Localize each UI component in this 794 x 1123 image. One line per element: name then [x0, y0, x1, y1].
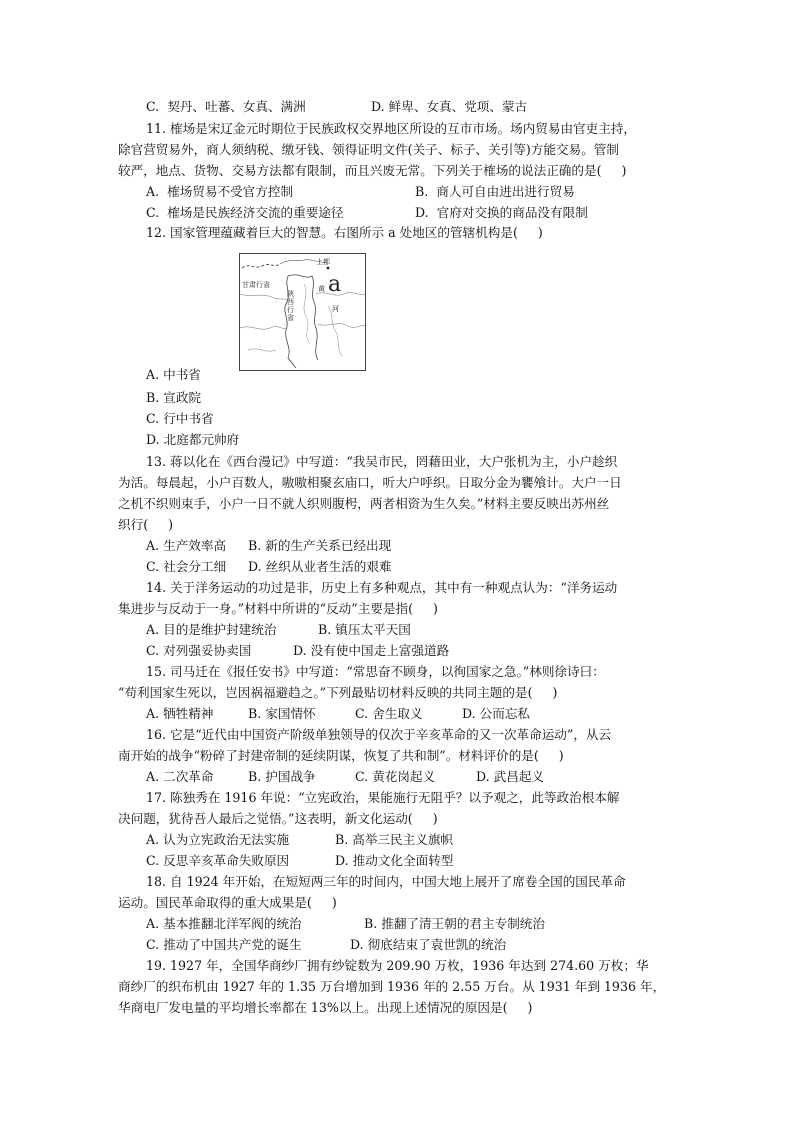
map-label-shaanxi: 陕西行省 [287, 290, 294, 322]
q18-stem-line-2: 运动。国民革命取得的重大成果是( ) [118, 895, 337, 910]
q17-option-d: D. 推动文化全面转型 [335, 853, 454, 868]
q18-option-b: B. 推翻了清王朝的君主专制统治 [364, 916, 545, 931]
q19-stem-line-1: 19. 1927 年，全国华商纱厂拥有纱锭数为 209.90 万枚，1936 年达到 274.60 万枚；华 [146, 958, 649, 973]
q11-option-c: C. 榷场是民族经济交流的重要途径 [146, 205, 344, 220]
q13-stem-line-1: 13. 蒋以化在《西台漫记》中写道：“我吴市民，罔藉田业，大户张机为主，小户趁织 [146, 454, 618, 469]
q14-option-d: D. 没有使中国走上富强道路 [293, 643, 450, 658]
q10-option-c: C. 契丹、吐蕃、女真、满洲 [146, 99, 306, 114]
q14-option-c: C. 对列强妥协卖国 [146, 643, 252, 658]
q10-option-d: D. 鲜卑、女真、党项、蒙古 [371, 99, 528, 114]
q11-stem-line-1: 11. 榷场是宋辽金元时期位于民族政权交界地区所设的互市市场。场内贸易由官吏主持， [146, 121, 637, 136]
q17-option-c: C. 反思辛亥革命失败原因 [146, 853, 290, 868]
q13-stem-line-4: 织行( ) [118, 517, 174, 532]
q17-stem-line-1: 17. 陈独秀在 1916 年说：“立宪政治，果能施行无阻乎？以予观之，此等政治根本解 [146, 790, 620, 805]
q15-option-b: B. 家国情怀 [248, 706, 316, 721]
q18-option-c: C. 推动了中国共产党的诞生 [146, 937, 302, 952]
q15-option-a: A. 牺牲精神 [146, 706, 214, 721]
q15-option-d: D. 公而忘私 [462, 706, 531, 721]
q13-stem-line-3: 之机不织则束手，小户一日不就人织则腹枵，两者相资为生久矣。”材料主要反映出苏州丝 [118, 496, 610, 511]
q17-option-b: B. 高举三民主义旗帜 [335, 832, 454, 847]
q17-option-a: A. 认为立宪政治无法实施 [146, 832, 290, 847]
q16-stem-line-2: 南开始的战争“粉碎了封建帝制的延续阴谋，恢复了共和制”。材料评价的是( ) [118, 748, 564, 763]
q14-option-b: B. 镇压太平天国 [318, 622, 411, 637]
q15-option-c: C. 舍生取义 [355, 706, 423, 721]
q15-stem-line-1: 15. 司马迁在《报任安书》中写道：“常思奋不顾身，以徇国家之急。”林则徐诗曰： [146, 664, 605, 679]
q19-stem-line-2: 商纱厂的织布机由 1927 年的 1.35 万台增加到 1936 年的 2.55 万台。从 1931 年到 1936 年， [118, 979, 666, 994]
q13-option-b: B. 新的生产关系已经出现 [248, 538, 392, 553]
q16-stem-line-1: 16. 它是“近代由中国资产阶级单独领导的仅次于辛亥革命的又一次革命运动”，从云 [146, 727, 612, 742]
q12-option-a: A. 中书省 [146, 367, 201, 382]
q15-stem-line-2: “苟利国家生死以，岂因祸福避趋之。”下列最贴切材料反映的共同主题的是( ) [118, 685, 558, 700]
q16-option-a: A. 二次革命 [146, 769, 214, 784]
q12-stem: 12. 国家管理蕴藏着巨大的智慧。右图所示 a 处地区的管辖机构是( ) [146, 225, 543, 240]
q12-map-drawing [240, 254, 365, 370]
q16-option-d: D. 武昌起义 [476, 769, 545, 784]
map-label-yellow-2: 河 [332, 305, 339, 313]
q14-option-a: A. 目的是维护封建统治 [146, 622, 277, 637]
q16-option-b: B. 护国战争 [248, 769, 316, 784]
q11-option-d: D. 官府对交换的商品没有限制 [415, 205, 588, 220]
q11-stem-line-2: 除官营贸易外，商人须纳税、缴牙钱、领得证明文件(关子、标子、关引等)方能交易。管制 [118, 142, 619, 157]
q19-stem-line-3: 华商电厂发电量的平均增长率都在 13%以上。出现上述情况的原因是( ) [118, 1000, 533, 1015]
q13-stem-line-2: 为活。每晨起，小户百数人，嗷嗷相聚玄庙口，听大户呼织。日取分金为饔飧计。大户一日 [118, 475, 622, 490]
q12-option-c: C. 行中书省 [146, 411, 214, 426]
map-label-yellow-1: 黄 [318, 285, 325, 293]
q17-stem-line-2: 决问题，犹待吾人最后之觉悟。”这表明，新文化运动( ) [118, 811, 438, 826]
q11-option-b: B. 商人可自由进出进行贸易 [415, 184, 575, 199]
q11-stem-line-3: 较严，地点、货物、交易方法都有限制，而且兴废无常。下列关于榷场的说法正确的是( ) [118, 163, 627, 178]
q12-option-d: D. 北庭都元帅府 [146, 432, 240, 447]
q18-option-a: A. 基本推翻北洋军阀的统治 [146, 916, 302, 931]
q14-stem-line-1: 14. 关于洋务运动的功过是非，历史上有多种观点，其中有一种观点认为：“洋务运动 [146, 580, 618, 595]
map-label-shangdu: 上都 [316, 258, 330, 266]
q18-option-d: D. 彻底结束了袁世凯的统治 [350, 937, 507, 952]
q13-option-a: A. 生产效率高 [146, 538, 227, 553]
map-label-gansu: 甘肃行省 [242, 281, 270, 289]
q12-map [239, 253, 366, 371]
q18-stem-line-1: 18. 自 1924 年开始，在短短两三年的时间内，中国大地上展开了席卷全国的国民革命 [146, 874, 626, 889]
map-label-a: a [328, 272, 342, 297]
q16-option-c: C. 黄花岗起义 [355, 769, 436, 784]
q14-stem-line-2: 集进步与反动于一身。”材料中所讲的“反动”主要是指( ) [118, 601, 438, 616]
q13-option-c: C. 社会分工细 [146, 559, 227, 574]
q12-option-b: B. 宣政院 [146, 390, 202, 405]
q11-option-a: A. 榷场贸易不受官方控制 [146, 184, 294, 199]
q13-option-d: D. 丝织从业者生活的艰难 [248, 559, 392, 574]
